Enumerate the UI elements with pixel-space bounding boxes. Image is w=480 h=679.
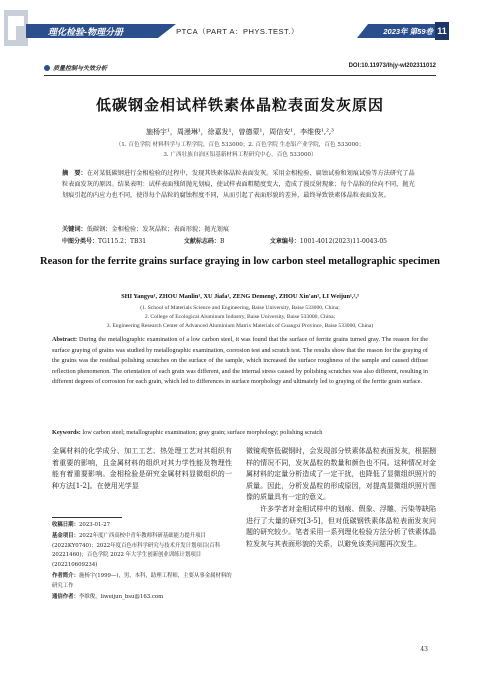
cn-affiliation-2: 3. 广西壮族自治区铝基新材料工程研究中心，百色 533000） bbox=[163, 152, 317, 158]
fn-corresponding bbox=[52, 593, 234, 603]
journal-name: PTCA（PART A：PHYS.TEST.） bbox=[176, 27, 299, 36]
fn-received-value: 2023-01-27 bbox=[78, 522, 111, 528]
article-no-label: 文章编号： bbox=[269, 238, 300, 245]
cn-keywords bbox=[62, 224, 418, 233]
cn-abstract-label: 摘 要： bbox=[62, 170, 87, 177]
fn-received bbox=[52, 521, 234, 531]
fn-received-label: 收稿日期： bbox=[52, 522, 79, 528]
en-abstract-text: During the metallographic examination of a low carbon steel, it was found that the surface of ferrite grains turned gray. The reason for the surface graying of grains was studied by metallographic examination, corrosion test and scratch test. The results show that the reason for the graying of the grains was the residual polishing scratches on the surface of the sample, which increased the surface roughness of the sample and caused diffuse reflection phenomenon. The orientation of each grain was different, and the internal stress caused by polishing scratches was also different, resulting in different degrees of corrosion for each grain, which led to differences in surface morphology and ultimately led to graying of the ferrite grain surface. bbox=[52, 336, 428, 386]
en-title: Reason for the ferrite grains surface graying in low carbon steel metallographic specimen bbox=[40, 256, 440, 267]
cn-authors: 施杨宇¹，周漫琳¹，徐嘉发¹，曾德蒙¹，周信安¹，李维俊¹,²,³ bbox=[146, 128, 334, 136]
page-number: 43 bbox=[420, 646, 428, 653]
en-affiliation-1: (1. School of Materials Science and Engineering, Baise University, Baise 533000, China; bbox=[140, 305, 340, 311]
en-keywords-label: Keywords: bbox=[52, 429, 81, 436]
clc-label: 中图分类号： bbox=[62, 238, 99, 245]
en-affiliation-2: 2. College of Ecological Aluminum Industry, Baise University, Baise 533000, China; bbox=[144, 314, 336, 320]
journal-logo-icon bbox=[4, 10, 28, 46]
cn-title: 低碳钢金相试样铁素体晶粒表面发灰原因 bbox=[95, 96, 384, 114]
fn-fund-value: 2022年度广西高校中青年教师科研基础能力提升项目(2022KY0740)；2022年度百色市科学研究与技术开发计划项目(百科 20221460)；百色学院 2022 年大学生创新创业训练计划项目(202210609234) bbox=[52, 533, 221, 568]
journal-brand: 理化检验-物理分册 bbox=[48, 27, 123, 37]
section-label bbox=[44, 63, 107, 72]
running-header bbox=[26, 24, 449, 38]
en-affiliation-3: 3. Engineering Research Center of Advanced Aluminium Matrix Materials of Guangxi Province, Baise 533000, China) bbox=[106, 323, 374, 329]
bullet-icon bbox=[44, 65, 50, 71]
article-no-value: 1001-4012(2023)11-0043-05 bbox=[299, 238, 387, 245]
section-text: 质量控制与失效分析 bbox=[53, 66, 108, 72]
body-right-paragraph-2: 许多学者对金相试样中的划痕、假象、浮雕、污染等缺陷进行了大量的研究[3-5]，但对低碳钢铁素体晶粒表面发灰问题的研究较少。笔者采用一系列理化检验方法分析了铁素体晶粒发灰与其表面形貌的关系，以避免该类问题再次发生。 bbox=[246, 504, 436, 548]
issue-number: 11 bbox=[435, 22, 449, 40]
cn-keywords-label: 关键词： bbox=[62, 226, 87, 233]
doc-code-value: B bbox=[219, 238, 225, 245]
cn-abstract-text: 在对某低碳钢进行金相检验的过程中，发现其铁素体晶粒表面发灰。采用金相检验、扁蚀试验和划痕试验等方法研究了晶粒表面发灰的原因。结果表明：试样表面残留抛光划痕，使试样表面粗糙度变大，造成了漫反射现象；每个晶粒的位向不同，抛光划痕引起的内应力也不同，使得每个晶粒的腐蚀程度不同，从而引起了表面形貌的差异，最终导致铁素体晶粒表面发灰。 bbox=[62, 170, 415, 199]
en-abstract bbox=[52, 335, 428, 388]
cn-keywords-text: 低碳钢；金相检验；发灰晶粒；表面形貌；抛光划痕 bbox=[86, 226, 230, 233]
fn-author-value: 施杨宇(1999—)，男，本科，助理工程师，主要从事金属材料的研究工作 bbox=[52, 573, 232, 589]
clc-value: TG115.2；TB31 bbox=[98, 238, 147, 245]
cn-affiliation-1: （1. 百色学院 材料科学与工程学院，百色 533000；2. 百色学院 生态铝产业学院，百色 533000； bbox=[115, 142, 365, 148]
en-abstract-label: Abstract: bbox=[52, 336, 78, 343]
header-divider bbox=[44, 75, 436, 76]
section-header bbox=[44, 63, 436, 73]
body-left-column: 金属材料的化学成分、加工工艺、热处理工艺对其组织有着重要的影响，且金属材料的组织对其力学性能及物理性能有着重要影响。金相检验是研究金属材料显微组织的一种方法[1-2]。在使用光学显 bbox=[52, 447, 232, 490]
fn-corr-label: 通信作者： bbox=[52, 594, 79, 600]
footnote-divider bbox=[52, 517, 122, 518]
issue-label: 2023年 第59卷 bbox=[383, 27, 433, 36]
fn-corr-value: 李维俊，liweijun_bsu@163.com bbox=[78, 594, 164, 600]
en-keywords-text: low carbon steel; metallographic examination; gray grain; surface morphology; polishing scratch bbox=[82, 429, 323, 436]
fn-fund bbox=[52, 532, 234, 570]
doi: DOI:10.11973/lhjy-wl202311012 bbox=[348, 63, 436, 69]
fn-author bbox=[52, 572, 234, 591]
doc-code-label: 文献标志码： bbox=[183, 238, 220, 245]
cn-abstract bbox=[62, 168, 418, 201]
fn-author-label: 作者简介： bbox=[52, 573, 79, 579]
body-right-paragraph-1: 微镜观察低碳钢时，会发现部分铁素体晶粒表面发灰，根据捌样的情况不同，发灰晶粒的数量和颜色也不同。这种情况对金属材料的定量分析造成了一定干扰，也降低了显微组织照片的质量。因此，分析发晶粒的形成原因，对提高显微组织照片图像的质量具有一定的意义。 bbox=[246, 447, 436, 502]
en-authors: SHI Yangyu¹, ZHOU Manlin¹, XU Jiafa¹, ZENG Demeng¹, ZHOU Xin'an¹, LI Weijun¹,²,³ bbox=[121, 293, 359, 300]
en-keywords bbox=[52, 429, 428, 436]
body-right-column bbox=[246, 446, 436, 550]
cn-classification bbox=[62, 236, 418, 245]
fn-fund-label: 基金项目： bbox=[52, 533, 79, 539]
